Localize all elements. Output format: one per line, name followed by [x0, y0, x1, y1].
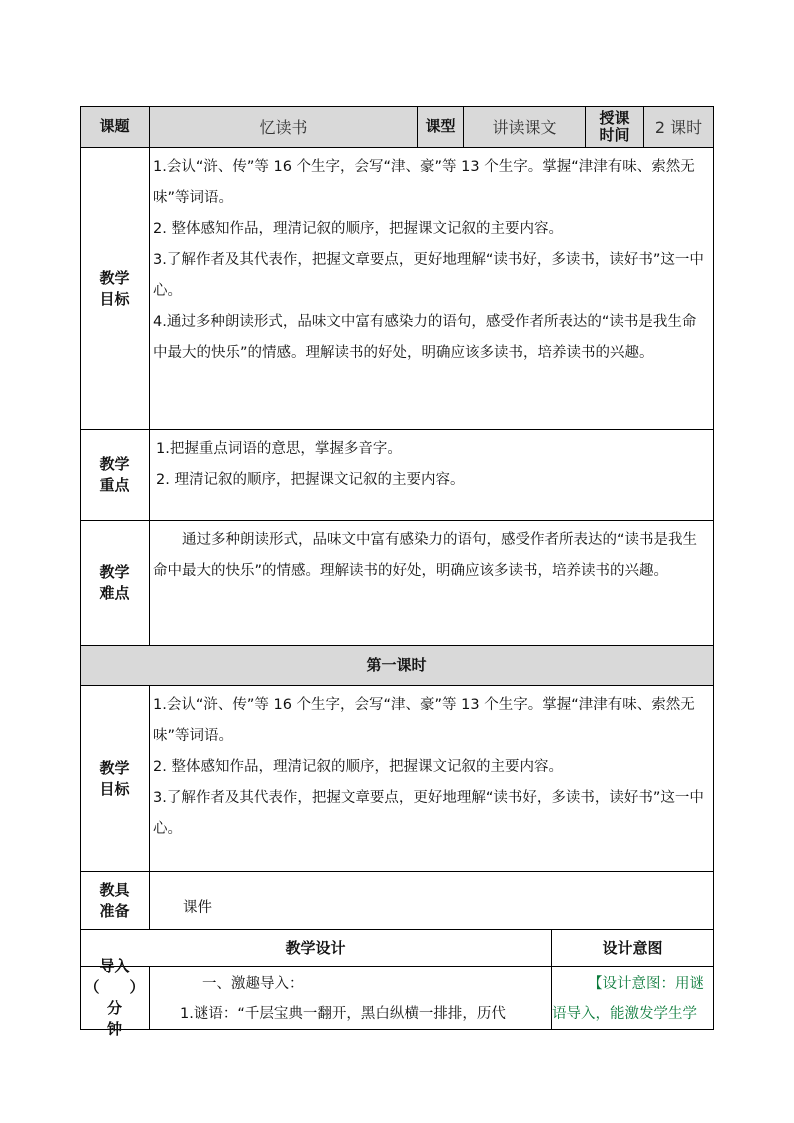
intro-label-line-2: （ ）分 — [84, 978, 145, 1017]
lesson-one-objective-item: 1.会认“浒、传”等 16 个生字，会写“津、豪”等 13 个生字。掌握“津津有味、索然无味”等词语。 — [153, 697, 695, 744]
intro-label-line-1: 导入 — [99, 957, 130, 975]
key-points-label-line-2: 重点 — [99, 476, 130, 494]
difficulties-text: 通过多种朗读形式，品味文中富有感染力的语句，感受作者所表达的“读书是我生命中最大的快乐”的情感。理解读书的好处，明确应该多读书，培养读书的兴趣。 — [153, 532, 698, 579]
key-points-row — [80, 430, 714, 521]
key-points-label-line-1: 教学 — [99, 455, 130, 473]
objectives-label — [80, 148, 150, 430]
type-value: 讲读课文 — [464, 106, 586, 148]
intro-intent — [552, 967, 714, 1030]
difficulties-label-line-2: 难点 — [99, 584, 130, 602]
intro-label-line-3: 钟 — [106, 1020, 122, 1038]
lesson-one-banner — [80, 646, 714, 686]
key-points-label — [80, 430, 150, 521]
difficulties-row — [80, 521, 714, 646]
type-label: 课型 — [418, 106, 464, 148]
intent-line-1: 【设计意图：用谜 — [588, 976, 704, 992]
objectives-row — [80, 148, 714, 430]
intro-row — [80, 957, 714, 1038]
intent-line-2: 语导入，能激发学生学 — [552, 1006, 697, 1022]
objectives-label-line-2: 目标 — [99, 289, 130, 308]
lesson-one-objectives-label-line-1: 教学 — [99, 758, 130, 777]
tools-label — [80, 872, 150, 930]
lesson-one-objective-item: 2. 整体感知作品，理清记叙的顺序，把握课文记叙的主要内容。 — [153, 759, 563, 775]
intro-content — [150, 967, 552, 1030]
tools-label-line-1: 教具 — [99, 880, 130, 899]
objective-item: 3.了解作者及其代表作，把握文章要点，更好地理解“读书好，多读书，读好书”这一中心。 — [153, 252, 704, 299]
lesson-one-objectives-row — [80, 686, 714, 872]
lesson-one-objectives-label-line-2: 目标 — [99, 779, 130, 798]
objective-item: 1.会认“浒、传”等 16 个生字，会写“津、豪”等 13 个生字。掌握“津津有味、索然无味”等词语。 — [153, 159, 695, 206]
header-row — [80, 106, 714, 148]
topic-value: 忆读书 — [150, 106, 418, 148]
objectives-content — [150, 148, 714, 430]
tools-row — [80, 872, 714, 930]
intent-column-header: 设计意图 — [552, 930, 714, 967]
difficulties-label-line-1: 教学 — [99, 563, 130, 581]
objective-item: 2. 整体感知作品，理清记叙的顺序，把握课文记叙的主要内容。 — [153, 221, 563, 237]
tools-label-line-2: 准备 — [99, 901, 130, 920]
intro-step-title: 一、激趣导入： — [202, 976, 304, 992]
design-header-row — [80, 930, 714, 967]
time-label-line-2: 时间 — [599, 125, 630, 144]
difficulties-content — [150, 521, 714, 646]
key-point-item: 2. 理清记叙的顺序，把握课文记叙的主要内容。 — [156, 472, 465, 488]
lesson-one-objectives-label — [80, 686, 150, 872]
key-points-content — [150, 430, 714, 521]
time-label-line-1: 授课 — [599, 108, 630, 127]
intro-step-text: 1.谜语：“千层宝典一翻开，黑白纵横一排排，历代 — [180, 1006, 506, 1022]
time-value: 2 课时 — [644, 106, 714, 148]
lesson-plan-table — [80, 106, 714, 1038]
intro-label — [80, 957, 150, 1038]
topic-label: 课题 — [80, 106, 150, 148]
key-point-item: 1.把握重点词语的意思，掌握多音字。 — [156, 441, 402, 457]
design-column-header: 教学设计 — [80, 930, 552, 967]
lesson-one-title: 第一课时 — [80, 646, 714, 686]
lesson-one-objective-item: 3.了解作者及其代表作，把握文章要点，更好地理解“读书好，多读书，读好书”这一中心。 — [153, 790, 704, 837]
time-label — [586, 106, 644, 148]
lesson-one-objectives-content — [150, 686, 714, 872]
objectives-label-line-1: 教学 — [99, 268, 130, 287]
tools-value: 课件 — [150, 872, 714, 930]
difficulties-label — [80, 521, 150, 646]
objective-item: 4.通过多种朗读形式，品味文中富有感染力的语句，感受作者所表达的“读书是我生命中最大的快乐”的情感。理解读书的好处，明确应该多读书，培养读书的兴趣。 — [153, 314, 697, 361]
